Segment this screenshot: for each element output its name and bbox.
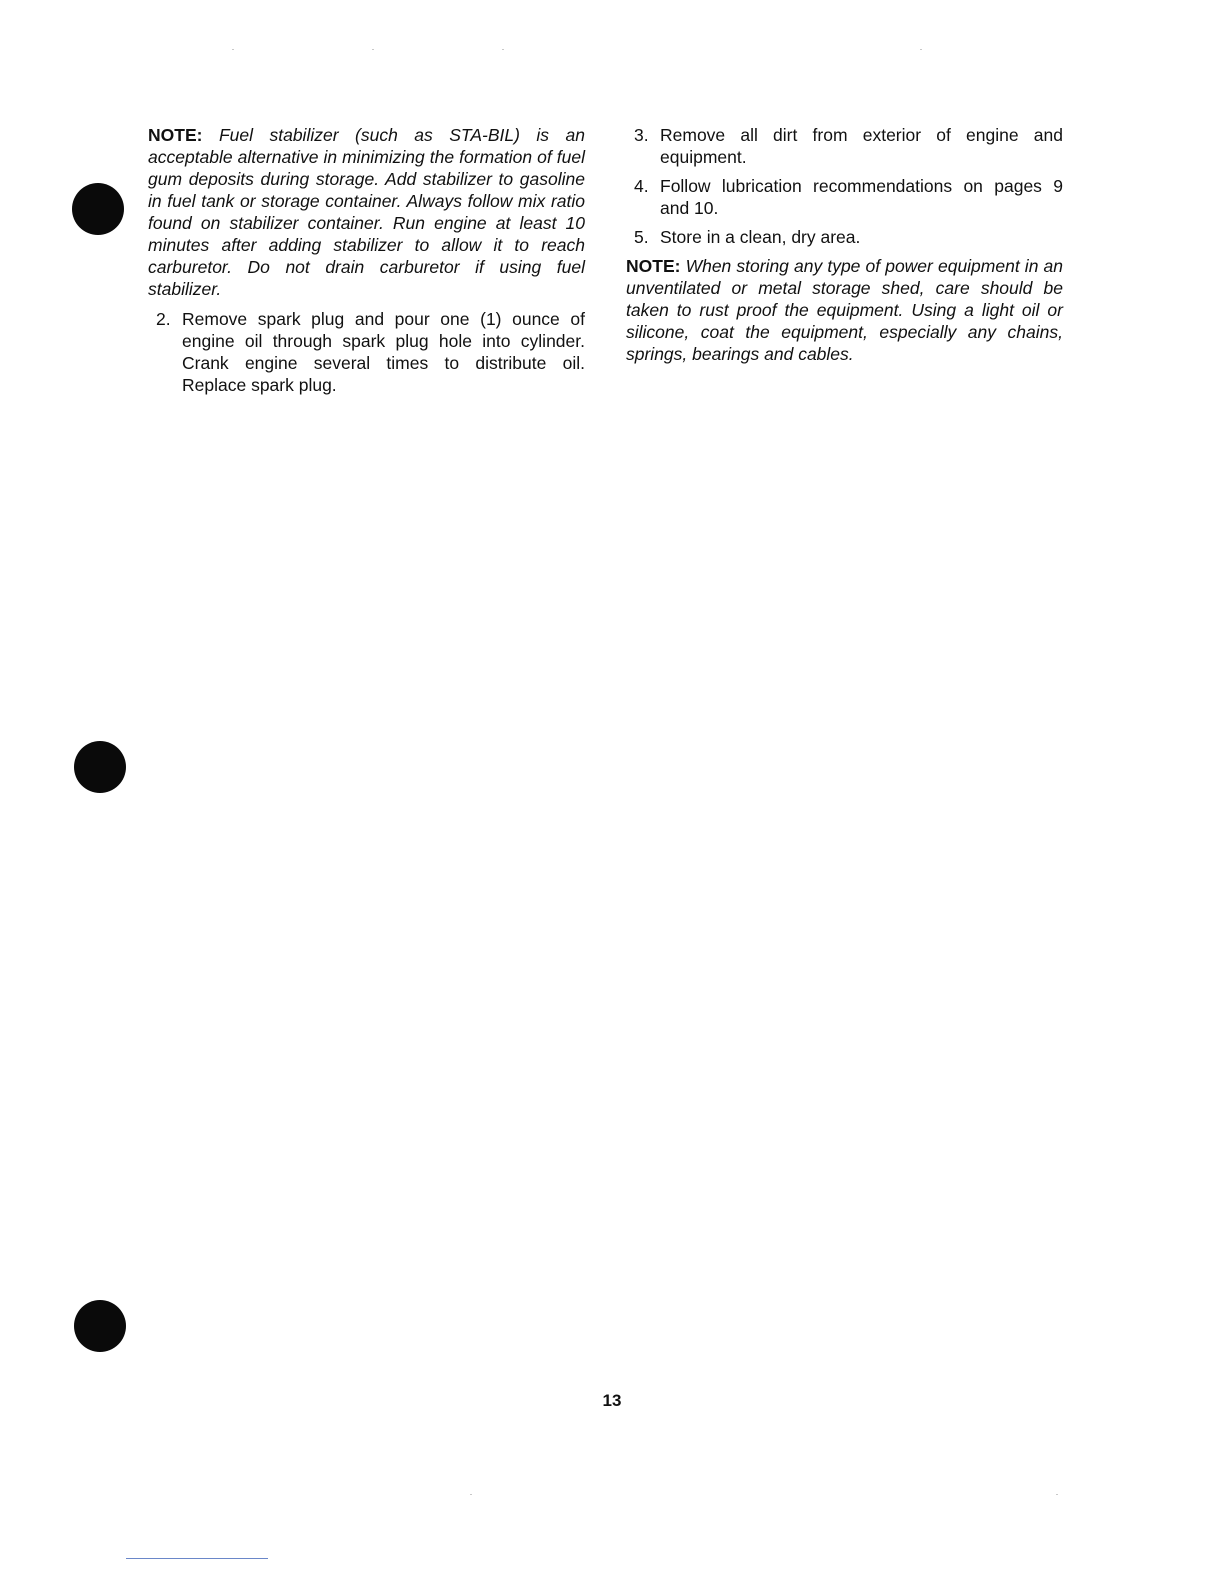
scan-speck [232,49,234,50]
note-label: NOTE: [148,125,203,145]
footer-line [126,1558,268,1559]
scan-speck [920,49,922,50]
step-text: Follow lubrication recommendations on pages 9 and 10. [660,176,1063,218]
step-number: 4. [634,176,649,196]
step-4 [626,175,1063,219]
note-label: NOTE: [626,256,681,276]
step-text: Remove spark plug and pour one (1) ounce of engine oil through spark plug hole into cylinder. Crank engine several times to distribute oil. Replace spark plug. [182,309,585,395]
binder-hole-top [72,183,124,235]
scan-speck [470,1494,472,1495]
scan-speck [1056,1494,1058,1495]
step-number: 2. [156,309,171,329]
binder-hole-bottom [74,1300,126,1352]
scan-speck [502,49,504,50]
fuel-stabilizer-note [148,124,585,300]
note-text: When storing any type of power equipment in an unventilated or metal storage shed, care should be taken to rust proof the equipment. Using a light oil or silicone, coat the equipment, especially any chains, springs, bearings and cables. [626,256,1063,364]
scan-speck [372,49,374,50]
step-2 [148,308,585,396]
step-text: Remove all dirt from exterior of engine and equipment. [660,125,1063,167]
step-text: Store in a clean, dry area. [660,227,861,247]
step-3 [626,124,1063,168]
page-number: 13 [602,1391,622,1410]
note-text: Fuel stabilizer (such as STA-BIL) is an acceptable alternative in minimizing the formation of fuel gum deposits during storage. Add stabilizer to gasoline in fuel tank or storage container. Always follow mix ratio found on stabilizer container. Run engine at least 10 minutes after adding stabilizer to allow it to reach carburetor. Do not drain carburetor if using fuel stabilizer. [148,125,585,299]
step-number: 5. [634,227,649,247]
storage-note [626,255,1063,365]
step-5 [626,226,1063,248]
left-column [148,124,585,396]
binder-hole-middle [74,741,126,793]
step-number: 3. [634,125,649,145]
right-column [626,124,1063,365]
